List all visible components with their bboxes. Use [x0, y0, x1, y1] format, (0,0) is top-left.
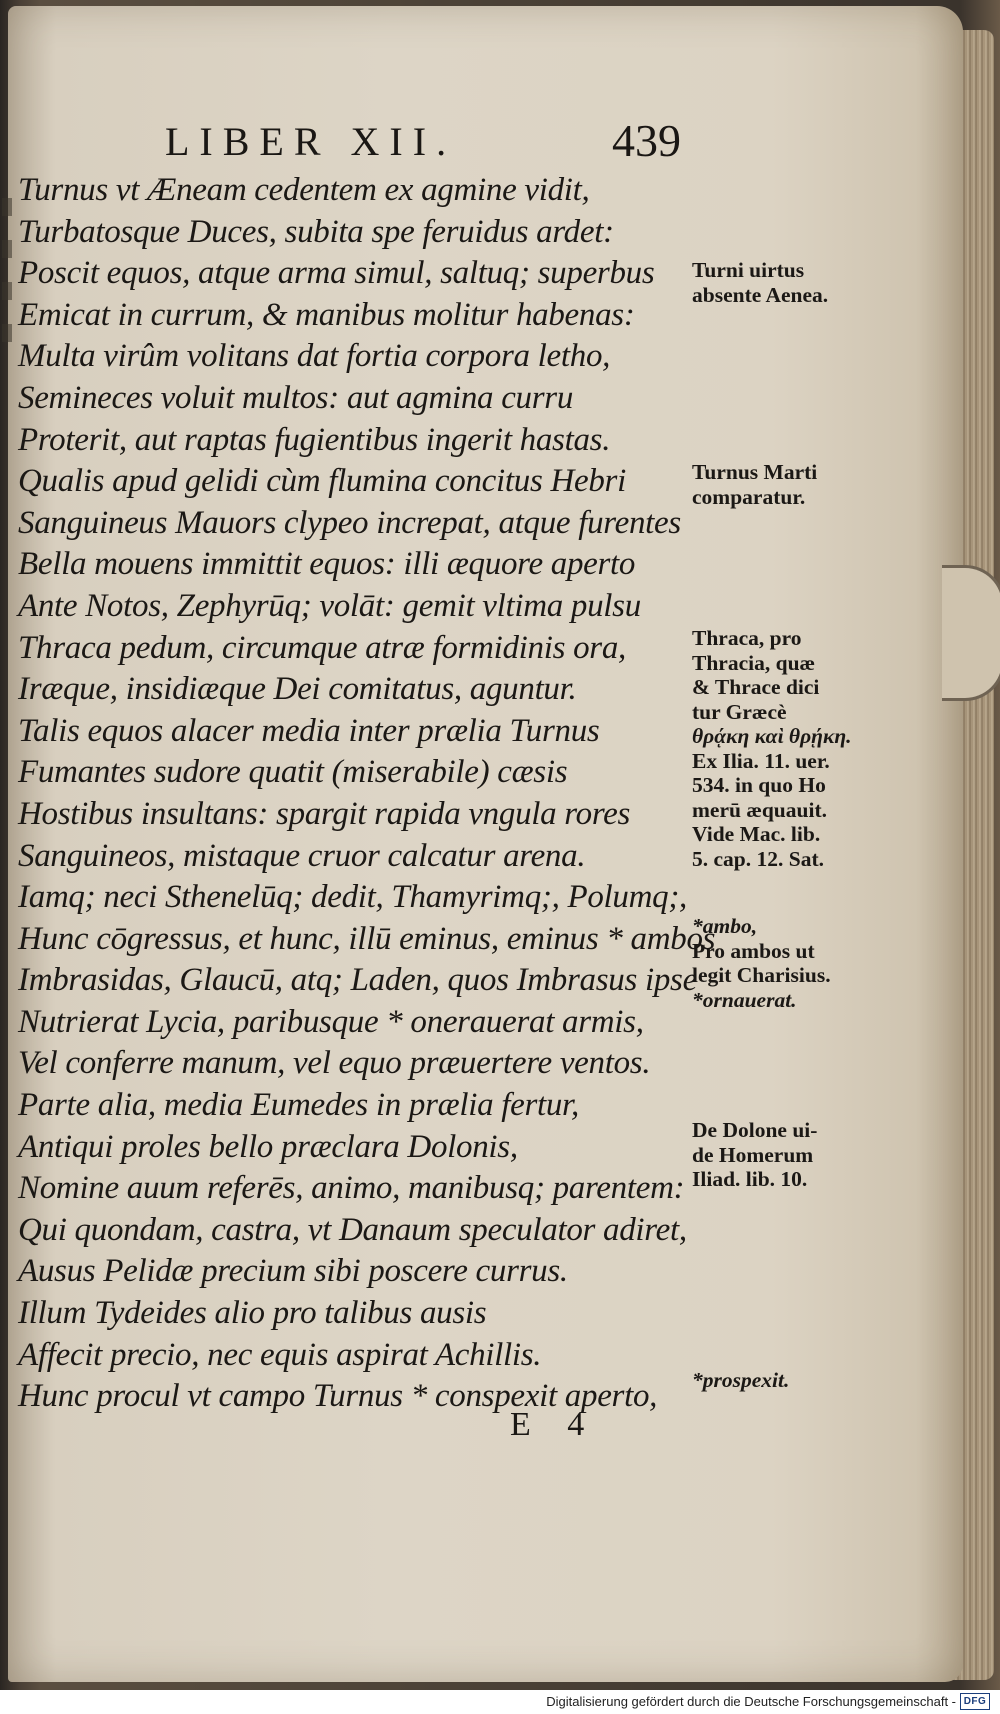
- note-line: Thracia, quæ: [692, 650, 816, 675]
- verse-line: Bella mouens immittit equos: illi æquore aperto: [18, 546, 636, 583]
- note-line: Turnus Marti: [692, 460, 818, 484]
- verse-line: Proterit, aut raptas fugientibus ingerit hastas.: [18, 421, 611, 458]
- verse-line: Sanguineus Mauors clypeo increpat, atque furentes: [18, 504, 681, 541]
- digitization-footer: [0, 1690, 1000, 1714]
- verse-line: Ausus Pelidæ precium sibi poscere currus.: [18, 1253, 568, 1290]
- marginal-note: [692, 460, 962, 509]
- note-line: Vide Mac. lib.: [692, 822, 821, 846]
- verse-line: Fumantes sudore quatit (miserabile) cæsis: [18, 754, 568, 791]
- verse-line: Emicat in currum, & manibus molitur habenas:: [18, 296, 635, 333]
- note-line: Pro ambos ut: [692, 938, 815, 963]
- marginal-note: [692, 626, 962, 871]
- dfg-logo: DFG: [960, 1693, 990, 1710]
- footer-credit: [546, 1693, 990, 1710]
- verse-line: Nomine auum referēs, animo, manibusq; parentem:: [18, 1170, 685, 1207]
- margin-mark: [2, 324, 12, 342]
- verse-line: Parte alia, media Eumedes in prælia fertur,: [18, 1087, 579, 1124]
- note-line: absente Aenea.: [692, 282, 829, 307]
- verse-line: Illum Tydeides alio pro talibus ausis: [18, 1295, 487, 1332]
- verse-line: Affecit precio, nec equis aspirat Achillis.: [18, 1336, 542, 1373]
- verse-line: Hunc procul vt campo Turnus * conspexit aperto,: [18, 1378, 658, 1415]
- marginal-note: [692, 1368, 962, 1393]
- verse-line: Vel conferre manum, vel equo præuertere ventos.: [18, 1045, 651, 1082]
- note-line: De Dolone ui-: [692, 1118, 818, 1142]
- marginal-note: [692, 1118, 962, 1192]
- verse-line: Turnus vt Æneam cedentem ex agmine vidit,: [18, 172, 590, 208]
- running-title: LIBER XII.: [165, 119, 457, 164]
- note-line: legit Charisius.: [692, 963, 831, 987]
- note-line: 534. in quo Ho: [692, 773, 826, 797]
- verse-line: Hunc cōgressus, et hunc, illū eminus, eminus * ambos: [18, 920, 716, 957]
- verse-line: Multa virûm volitans dat fortia corpora letho,: [18, 338, 611, 375]
- verse-line: Ante Notos, Zephyrūq; volāt: gemit vltima pulsu: [18, 587, 641, 624]
- note-line: tur Græcè: [692, 699, 787, 724]
- margin-mark: [2, 282, 12, 300]
- note-line: & Thrace dici: [692, 675, 820, 699]
- signature-mark: E 4: [510, 1406, 599, 1443]
- verse-column: [18, 170, 716, 1418]
- verse-line: Imbrasidas, Glaucū, atq; Laden, quos Imbrasus ipse: [18, 962, 697, 999]
- margin-mark: [2, 198, 12, 216]
- verse-line: Talis equos alacer media inter prælia Turnus: [18, 712, 600, 749]
- marginal-note: [692, 258, 962, 307]
- note-line: Turni uirtus: [692, 258, 805, 282]
- note-line: *prospexit.: [692, 1368, 790, 1392]
- note-line: comparatur.: [692, 484, 806, 509]
- note-line: Thraca, pro: [692, 626, 802, 650]
- verse-line: Iræque, insidiæque Dei comitatus, aguntur.: [18, 671, 577, 708]
- verse-line: Iamq; neci Sthenelūq; dedit, Thamyrimq;, Polumq;,: [18, 879, 687, 916]
- verse-line: Sanguineos, mistaque cruor calcatur arena.: [18, 837, 586, 874]
- verse-line: Poscit equos, atque arma simul, saltuq; superbus: [18, 255, 655, 292]
- note-line: θρᾴκη καὶ θρῄκη.: [692, 724, 852, 748]
- verse-line: Turbatosque Duces, subita spe feruidus ardet:: [18, 213, 614, 250]
- marginal-note: [692, 914, 962, 1012]
- note-line: *ornauerat.: [692, 987, 797, 1012]
- note-line: merū æquauit.: [692, 797, 827, 822]
- footer-credit-text: Digitalisierung gefördert durch die Deutsche Forschungsgemeinschaft -: [546, 1694, 956, 1709]
- page-header: [0, 115, 1000, 168]
- verse-line: Qui quondam, castra, vt Danaum speculator adiret,: [18, 1211, 687, 1248]
- verse-line: Nutrierat Lycia, paribusque * onerauerat armis,: [18, 1003, 644, 1040]
- note-line: *ambo,: [692, 914, 758, 938]
- verse-line: Semineces voluit multos: aut agmina curru: [18, 379, 574, 416]
- verse-line: Hostibus insultans: spargit rapida vngula rores: [18, 795, 631, 832]
- page-number: 439: [612, 115, 681, 166]
- verse-line: Qualis apud gelidi cùm flumina concitus Hebri: [18, 463, 626, 500]
- note-line: Iliad. lib. 10.: [692, 1167, 808, 1191]
- note-line: de Homerum: [692, 1142, 814, 1167]
- note-line: 5. cap. 12. Sat.: [692, 846, 824, 871]
- verse-line: Antiqui proles bello præclara Dolonis,: [18, 1128, 518, 1165]
- verse-line: Thraca pedum, circumque atræ formidinis ora,: [18, 629, 626, 666]
- note-line: Ex Ilia. 11. uer.: [692, 748, 830, 773]
- margin-mark: [2, 240, 12, 258]
